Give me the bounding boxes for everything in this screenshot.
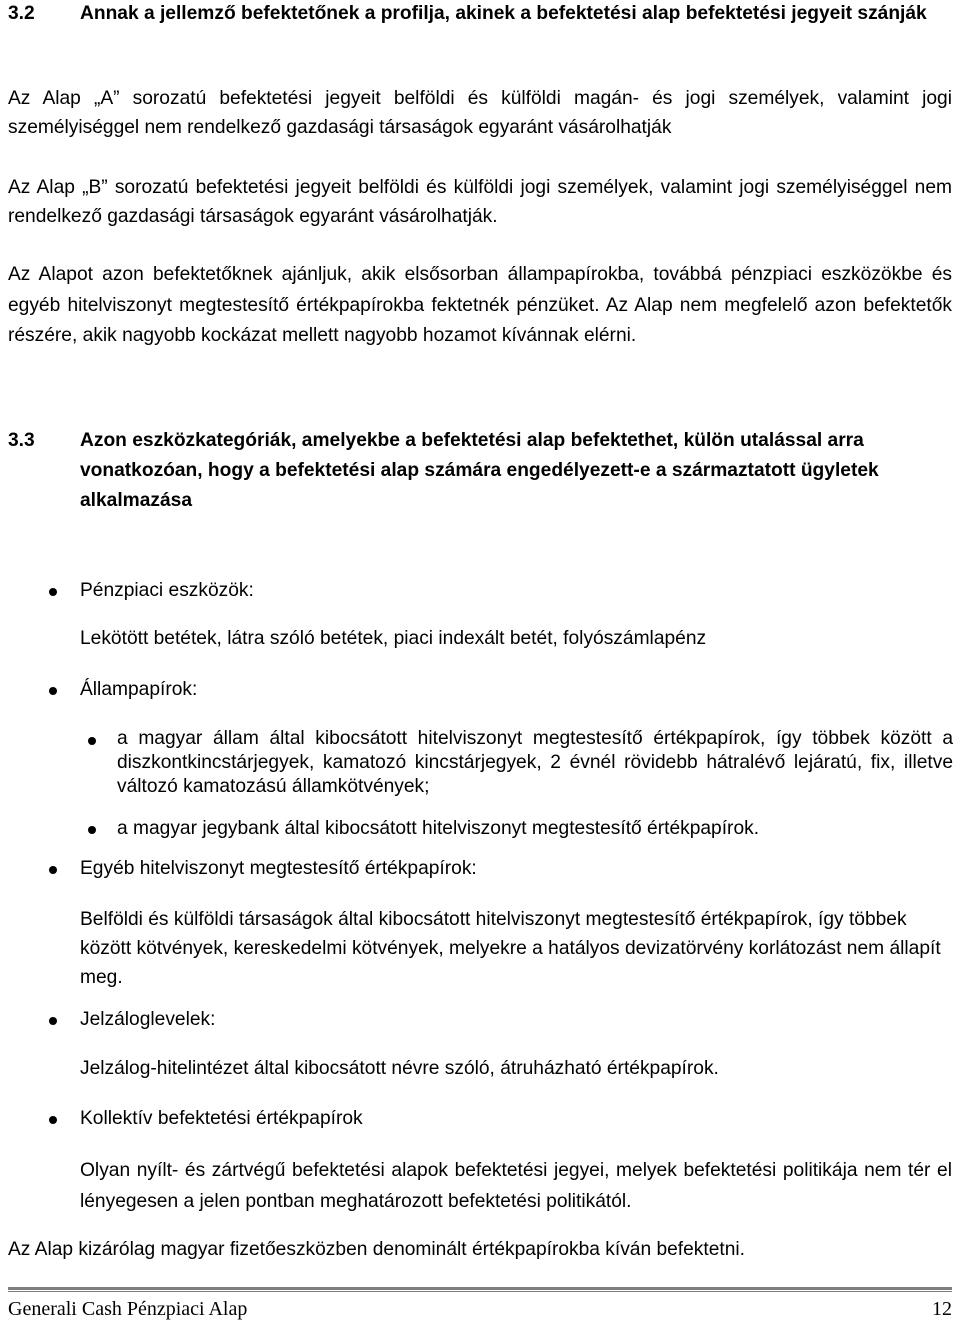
section-title: Annak a jellemző befektetőnek a profilja, akinek a befektetési alap befektetési jegyeit szánják [80,3,927,24]
bullet-icon [49,588,57,596]
list-subitem-central-bank-securities: a magyar jegybank által kibocsátott hitelviszonyt megtestesítő értékpapírok. [117,818,760,839]
list-item-other-debt-securities: Egyéb hitelviszonyt megtestesítő értékpapírok: [80,858,477,879]
page-number: 12 [932,1298,952,1320]
bullet-icon [88,826,96,834]
closing-paragraph: Az Alap kizárólag magyar fizetőeszközben denominált értékpapírokba kíván befektetni. [8,1239,746,1260]
footer-divider-thin [8,1291,952,1292]
list-item-mortgage-bonds: Jelzáloglevelek: [80,1009,216,1030]
paragraph-series-a: Az Alap „A” sorozatú befektetési jegyeit belföldi és külföldi magán- és jogi személyek, valamint jogi személyiséggel nem rendelkező gazdasági társaságok egyaránt vásárolhatják [8,88,952,138]
bullet-icon [88,737,96,745]
footer-divider [8,1287,952,1290]
paragraph-target-investor: Az Alapot azon befektetőknek ajánljuk, akik elsősorban állampapírokba, továbbá pénzpiaci eszközökbe és egyéb hitelviszonyt megtestesítő értékpapírokba fektetnék pénzüket. Az Alap nem megfelelő azon befektetők részére, akik nagyobb kockázat mellett nagyobb hozamot kívánnak elérni. [8,264,952,346]
list-item-gov-securities: Állampapírok: [80,679,198,700]
paragraph-series-b: Az Alap „B” sorozatú befektetési jegyeit belföldi és külföldi jogi személyek, valamint jogi személyiséggel nem rendelkező gazdasági társaságok egyaránt vásárolhatják. [8,177,952,227]
bullet-icon [49,1017,57,1025]
bullet-icon [49,687,57,695]
list-item-collective-securities-desc: Olyan nyílt- és zártvégű befektetési alapok befektetési jegyei, melyek befektetési politikája nem tér el lényegesen a jelen pontban meghatározott befektetési politikától. [80,1160,952,1212]
section-title: Azon eszközkategóriák, amelyekbe a befektetési alap befektethet, külön utalással arra vonatkozóan, hogy a befektetési alap számára engedélyezett-e a származtatott ügyletek alkalmazása [80,430,879,511]
list-item-other-debt-securities-desc: Belföldi és külföldi társaságok által kibocsátott hitelviszonyt megtestesítő értékpapírok, így többek között kötvények, kereskedelmi kötvények, melyekre a hatályos devizatörvény korlátozást nem állapít meg. [80,909,941,988]
list-subitem-state-securities: a magyar állam által kibocsátott hitelviszonyt megtestesítő értékpapírok, így többek között a diszkontkincstárjegyek, kamatozó kincstárjegyek, 2 évnél rövidebb hátralévő lejáratú, fix, illetve változó kamatozású államkötvények; [117,728,953,797]
page-footer [8,1297,952,1321]
list-item-mortgage-bonds-desc: Jelzálog-hitelintézet által kibocsátott névre szóló, átruházható értékpapírok. [80,1058,719,1079]
footer-title: Generali Cash Pénzpiaci Alap [8,1298,248,1320]
bullet-icon [49,866,57,874]
list-item-money-market: Pénzpiaci eszközök: [80,580,254,601]
list-item-collective-securities: Kollektív befektetési értékpapírok [80,1108,363,1129]
section-number: 3.2 [8,3,35,24]
section-number: 3.3 [8,430,35,451]
bullet-icon [49,1116,57,1124]
list-item-money-market-desc: Lekötött betétek, látra szóló betétek, piaci indexált betét, folyószámlapénz [80,628,707,649]
